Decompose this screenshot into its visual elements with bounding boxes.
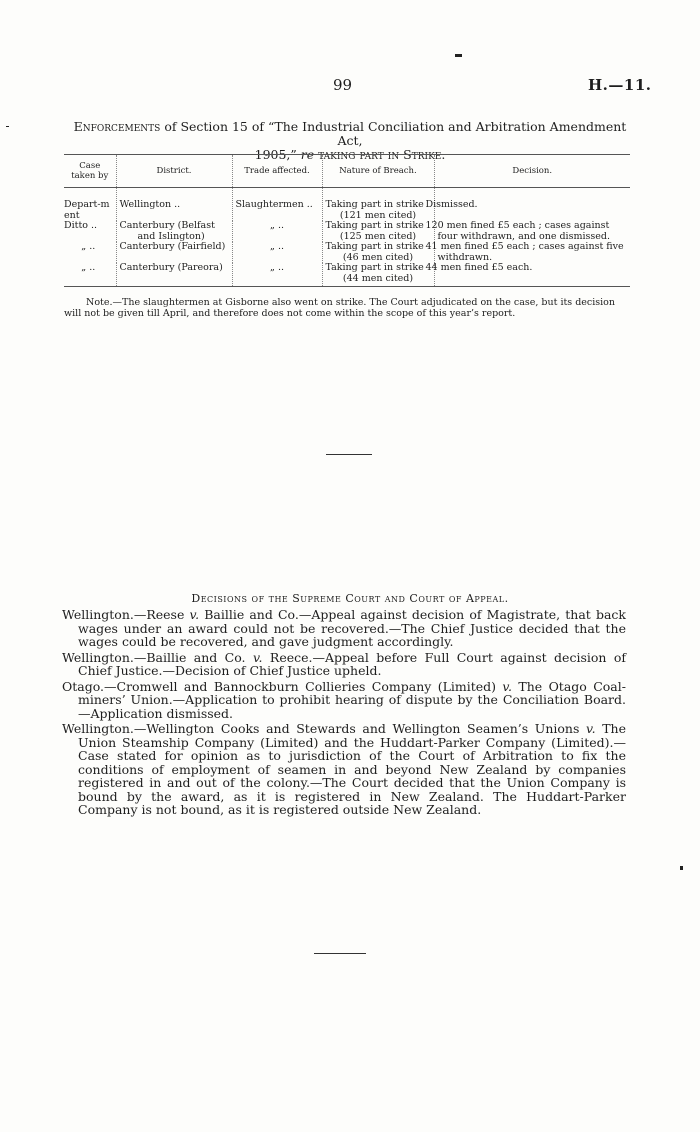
decision-text: Otago.—Cromwell and Bannockburn Collieries Company (Limited) [62, 678, 503, 694]
col-header: District. [116, 155, 232, 188]
versus: v. [502, 678, 512, 694]
end-divider [314, 953, 366, 954]
breach-cited: (44 men cited) [342, 272, 414, 284]
decision-text: The Otago Coal-miners’ Union.—Application to prohibit hearing of dispute by the Conciliation Board.—Application dismissed. [78, 678, 626, 721]
district-text: Canterbury (Pareora) [119, 262, 223, 273]
title-end: . [441, 147, 446, 162]
district-subtext: and Islington) [137, 230, 205, 242]
title-line2b: taking part in Strike [314, 147, 442, 162]
table-header-row [64, 155, 630, 188]
trade-cell: „ .. [232, 263, 322, 287]
table-note: Note.—The slaughtermen at Gisborne also went on strike. The Court adjudicated on the case, but its decision will not be given till April, and therefore does not come within the scope of this year’s report. [64, 297, 616, 319]
page-number: 99 [333, 76, 353, 94]
district-text: Canterbury (Fairfield) [119, 241, 226, 252]
decision-text: Wellington.—Baillie and Co. [62, 649, 253, 665]
breach-cited: (125 men cited) [339, 230, 417, 242]
enforcements-table [64, 154, 630, 287]
list-item [62, 651, 626, 678]
breach-cell [322, 188, 434, 222]
list-item [62, 680, 626, 721]
decision-cell: 44 men fined £5 each. [434, 263, 630, 287]
breach-cell [322, 242, 434, 263]
district-text: Wellington .. [119, 199, 181, 210]
versus: v. [586, 721, 596, 736]
district-cell [116, 221, 232, 242]
scan-mark [6, 126, 9, 127]
breach-cell [322, 263, 434, 287]
breach-text: Taking part in strike [325, 262, 424, 273]
document-code: H.—11. [588, 76, 652, 94]
trade-cell: „ .. [232, 242, 322, 263]
title-line2a: 1905,” [254, 147, 301, 162]
district-cell [116, 242, 232, 263]
breach-cell [322, 221, 434, 242]
table-row [64, 263, 630, 287]
decision-text: Baillie and Co.—Appeal against decision of Magistrate, that back wages under an award could not be recovered.—The Chief Justice decided that the wages could be recovered, and gave judgment accordingly. [78, 607, 626, 649]
case-taken-by-cell: „ .. [81, 241, 96, 252]
table-row [64, 221, 630, 242]
court-decisions-heading: Decisions of the Supreme Court and Court of Appeal. [191, 592, 509, 605]
col-header: Decision. [434, 155, 630, 188]
decision-text: Wellington.—Wellington Cooks and Stewards and Wellington Seamen’s Unions [62, 721, 586, 736]
col-header: Nature of Breach. [322, 155, 434, 188]
versus: v. [252, 649, 263, 665]
section-divider [326, 454, 372, 455]
case-taken-by-cell: Depart-ment [64, 199, 110, 221]
trade-cell: „ .. [232, 221, 322, 242]
district-cell [116, 263, 232, 287]
table-row [64, 242, 630, 263]
decision-text: The Union Steamship Company (Limited) and the Huddart-Parker Company (Limited).—Case stated for opinion as to jurisdiction of the Court of Arbitration to fix the conditions of employment of seamen in and beyond New Zealand by companies registered in and out of the colony.—The Court decided that the Union Company is bound by the award, as it is registered in New Zealand. The Huddart-Parker Company is not bound, as it is registered outside New Zealand. [78, 721, 626, 817]
list-item [62, 722, 626, 817]
decision-cell: 120 men fined £5 each ; cases against four withdrawn, and one dismissed. [434, 221, 630, 242]
list-item [62, 608, 626, 649]
col-header: Case taken by [64, 155, 116, 188]
versus: v. [189, 607, 200, 622]
scan-mark [455, 54, 462, 57]
case-taken-by-cell: „ .. [64, 263, 116, 287]
title-prefix: Enforcements [73, 119, 161, 134]
scan-mark [680, 866, 683, 870]
case-taken-by-cell: Ditto .. [64, 220, 98, 231]
title-line1: of Section 15 of “The Industrial Conciliation and Arbitration Amendment Act, [160, 119, 627, 148]
district-text: Canterbury (Belfast [119, 220, 215, 231]
breach-cited: (121 men cited) [339, 209, 417, 221]
court-decisions-list [62, 608, 626, 819]
decision-text: Reece.—Appeal before Full Court against decision of Chief Justice.—Decision of Chief Justice upheld. [78, 649, 627, 678]
decision-cell: Dismissed. [434, 188, 630, 222]
breach-text: Taking part in strike [325, 241, 424, 252]
title-re: re [300, 147, 315, 162]
breach-text: Taking part in strike [325, 220, 424, 231]
breach-cited: (46 men cited) [342, 251, 414, 263]
col-header: Trade affected. [232, 155, 322, 188]
breach-text: Taking part in strike [325, 199, 424, 210]
district-cell [116, 188, 232, 222]
decision-cell: 41 men fined £5 each ; cases against five withdrawn. [434, 242, 630, 263]
trade-cell: Slaughtermen .. [232, 188, 322, 222]
table-row [64, 188, 630, 222]
decision-text: Wellington.—Reese [62, 607, 190, 622]
